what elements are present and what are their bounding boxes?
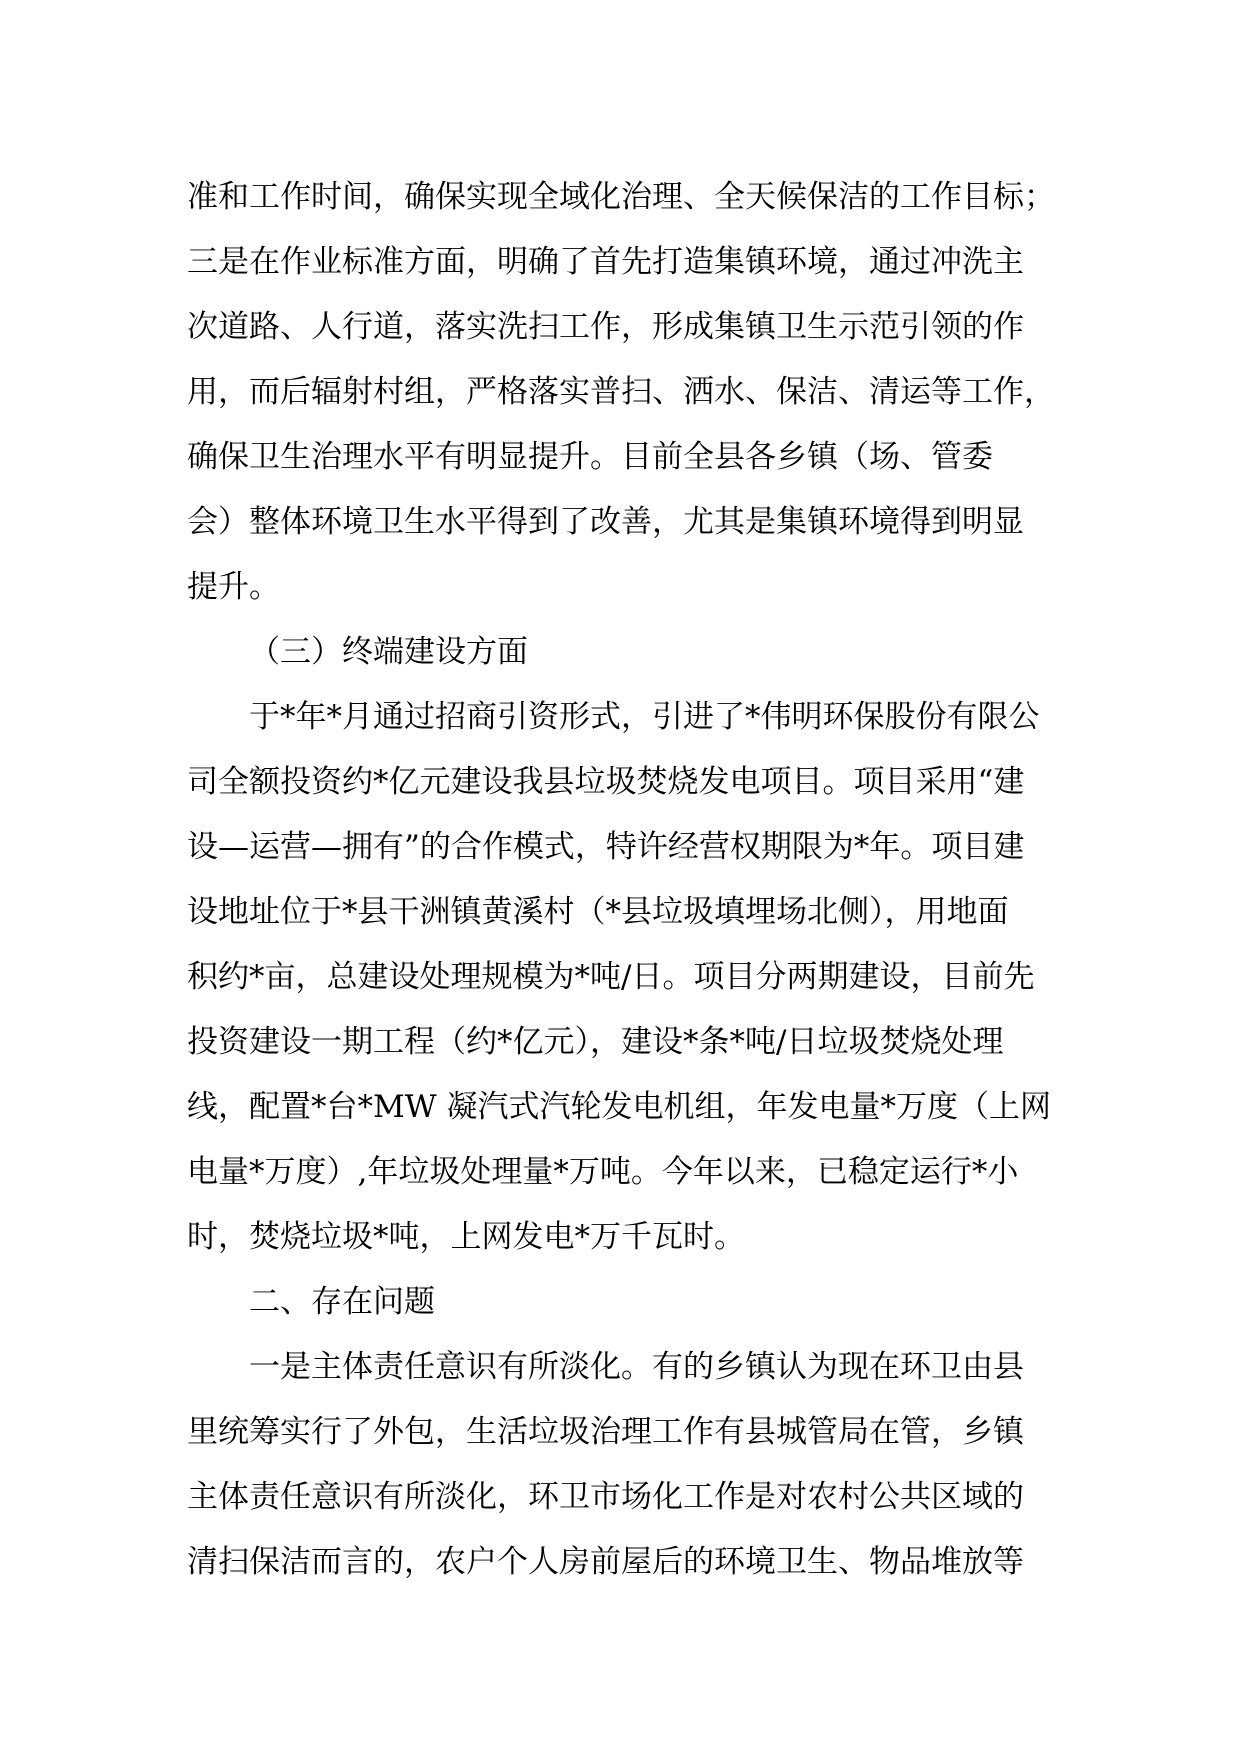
line-text: 主体责任意识有所淡化，环卫市场化工作是对农村公共区域的	[187, 1479, 1024, 1515]
text-line	[187, 750, 1057, 815]
text-line	[187, 555, 1057, 620]
text-line	[187, 880, 1057, 945]
text-line	[187, 1530, 1057, 1595]
text-line	[187, 1465, 1057, 1530]
line-text: 司全额投资约*亿元建设我县垃圾焚烧发电项目。项目采用“建	[187, 764, 1025, 800]
line-text: 积约*亩，总建设处理规模为*吨/日。项目分两期建设，目前先	[187, 959, 1035, 995]
text-line	[187, 1335, 1057, 1400]
line-text: 确保卫生治理水平有明显提升。目前全县各乡镇（场、管委	[187, 439, 993, 475]
line-text: 用，而后辐射村组，严格落实普扫、洒水、保洁、清运等工作，	[187, 374, 1055, 410]
line-text: 时，焚烧垃圾*吨，上网发电*万千瓦时。	[187, 1219, 745, 1255]
heading-text: （三）终端建设方面	[249, 634, 528, 670]
line-text: 清扫保洁而言的，农户个人房前屋后的环境卫生、物品堆放等	[187, 1544, 1024, 1580]
line-text: 次道路、人行道，落实洗扫工作，形成集镇卫生示范引领的作	[187, 309, 1024, 345]
text-line	[187, 1140, 1057, 1205]
text-line	[187, 230, 1057, 295]
line-text: 准和工作时间，确保实现全域化治理、全天候保洁的工作目标；	[187, 179, 1055, 215]
text-line	[187, 685, 1057, 750]
text-line	[187, 165, 1057, 230]
text-line	[187, 1010, 1057, 1075]
line-text: 设地址位于*县干洲镇黄溪村（*县垃圾填埋场北侧），用地面	[187, 894, 1009, 930]
line-text: 会）整体环境卫生水平得到了改善，尤其是集镇环境得到明显	[187, 504, 1024, 540]
line-text: 一是主体责任意识有所淡化。有的乡镇认为现在环卫由县	[249, 1349, 1024, 1385]
text-line	[187, 815, 1057, 880]
line-text: 于*年*月通过招商引资形式，引进了*伟明环保股份有限公	[249, 699, 1040, 735]
section-heading	[187, 620, 1057, 685]
line-text: 三是在作业标准方面，明确了首先打造集镇环境，通过冲洗主	[187, 244, 1024, 280]
document-body	[187, 165, 1057, 1595]
text-line	[187, 1075, 1057, 1140]
line-text: 提升。	[187, 569, 280, 605]
line-text: 里统筹实行了外包，生活垃圾治理工作有县城管局在管，乡镇	[187, 1414, 1024, 1450]
section-heading	[187, 1270, 1057, 1335]
text-line	[187, 490, 1057, 555]
text-line	[187, 425, 1057, 490]
text-line	[187, 945, 1057, 1010]
text-line	[187, 1400, 1057, 1465]
text-line	[187, 360, 1057, 425]
line-text: 投资建设一期工程（约*亿元），建设*条*吨/日垃圾焚烧处理	[187, 1024, 1004, 1060]
line-text: 电量*万度）,年垃圾处理量*万吨。今年以来，已稳定运行*小	[187, 1154, 1019, 1190]
text-line	[187, 1205, 1057, 1270]
heading-text: 二、存在问题	[249, 1284, 435, 1320]
text-line	[187, 295, 1057, 360]
line-text: 设—运营—拥有”的合作模式，特许经营权期限为*年。项目建	[187, 829, 1025, 865]
line-text: 线，配置*台*MW 凝汽式汽轮发电机组，年发电量*万度（上网	[187, 1089, 1051, 1125]
